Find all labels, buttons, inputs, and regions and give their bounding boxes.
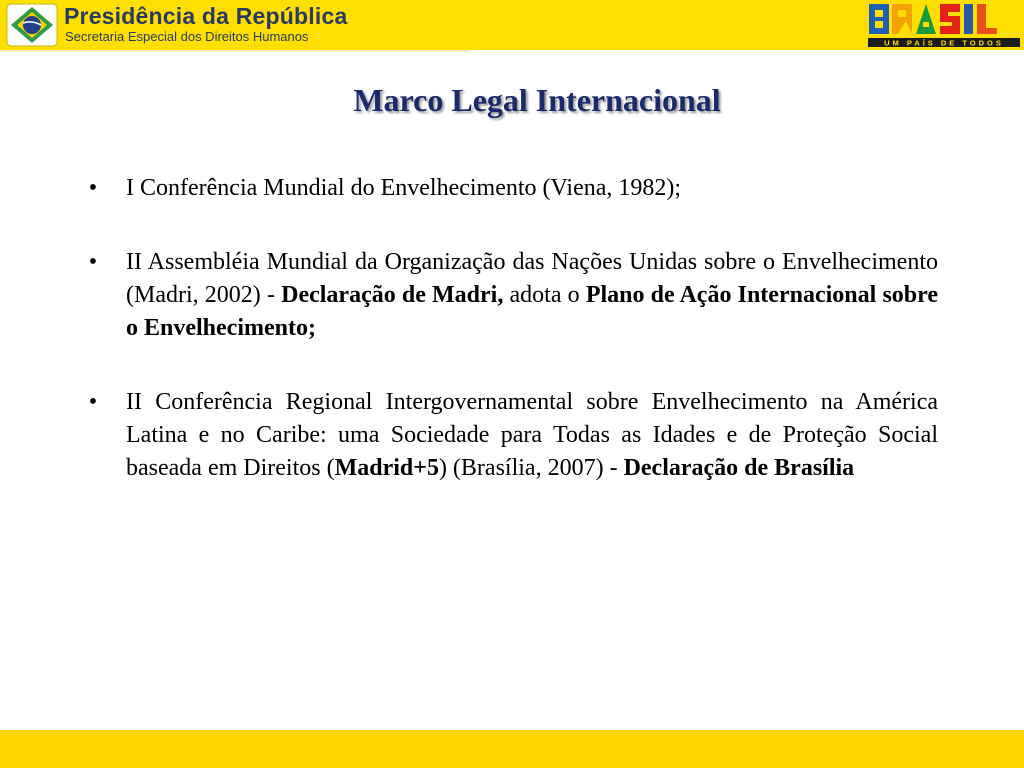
list-item [83, 172, 938, 205]
list-item [83, 246, 938, 345]
footer-bar [0, 730, 1024, 768]
brand-tagline: UM PAÍS DE TODOS [884, 38, 1004, 48]
header-bar [0, 0, 1024, 50]
government-title: Presidência da República [64, 3, 348, 29]
bullet-icon: • [88, 249, 98, 275]
bullet-text: ) (Brasília, 2007) - [438, 455, 624, 481]
header-underline [0, 50, 470, 52]
brazil-flag-emblem-icon [6, 3, 58, 47]
bullet-text: II Assembléia Mundial da Organização das Nações Unidas sobre o Envelhecimento (Madri, 2002) - [126, 249, 938, 308]
bullet-text: II Conferência Regional Intergovernamental sobre Envelhecimento na América Latina e no Caribe: uma Sociedade para Todas as Idades e de Proteção Social baseada em Direitos ( [126, 389, 938, 481]
page-title: Marco Legal Internacional [353, 82, 721, 118]
bullet-bold-text: Plano de Ação Internacional sobre o Envelhecimento; [126, 282, 938, 341]
bullet-bold-text: Declaração de Brasília [623, 455, 855, 481]
bullet-icon: • [88, 175, 98, 201]
bullet-bold-text: Madrid+5 [334, 455, 439, 481]
bullet-text: I Conferência Mundial do Envelhecimento (Viena, 1982); [126, 175, 682, 201]
bullet-text: adota o [503, 282, 586, 308]
brasil-logo [866, 2, 1022, 48]
list-item [83, 386, 938, 485]
bullet-bold-text: Declaração de Madri, [281, 282, 504, 308]
bullet-icon: • [88, 389, 98, 415]
government-subtitle: Secretaria Especial dos Direitos Humanos [65, 29, 309, 44]
bullet-list [83, 172, 938, 526]
